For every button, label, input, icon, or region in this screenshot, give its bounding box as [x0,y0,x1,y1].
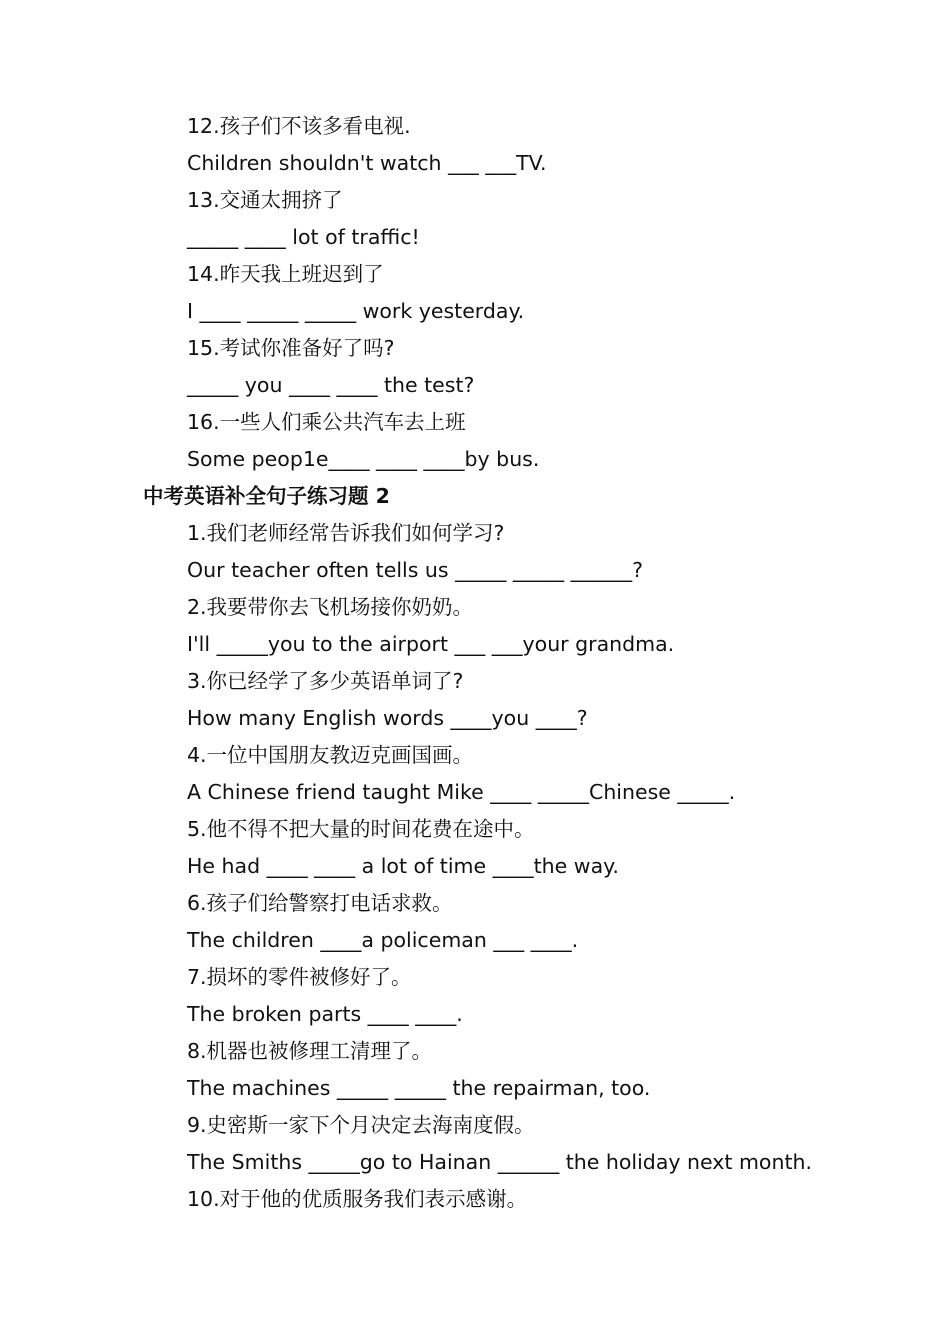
exercise-10-chinese: 10.对于他的优质服务我们表示感谢。 [187,1187,528,1211]
question-12-chinese: 12.孩子们不该多看电视. [187,114,411,138]
exercise-3-chinese: 3.你已经学了多少英语单词了? [187,669,464,693]
question-16-chinese: 16.一些人们乘公共汽车去上班 [187,410,466,434]
exercise-7-english: The broken parts ____ ____. [187,1002,463,1026]
exercise-8-chinese: 8.机器也被修理工清理了。 [187,1039,433,1063]
question-14-chinese: 14.昨天我上班迟到了 [187,262,384,286]
exercise-4-english: A Chinese friend taught Mike ____ _____Chinese _____. [187,780,736,804]
question-13-english: _____ ____ lot of traffic! [187,225,420,249]
question-15-chinese: 15.考试你准备好了吗? [187,336,395,360]
exercise-9-english: The Smiths _____go to Hainan ______ the holiday next month. [187,1150,813,1174]
section-heading: 中考英语补全句子练习题 2 [143,484,390,508]
question-13-chinese: 13.交通太拥挤了 [187,188,343,212]
exercise-9-chinese: 9.史密斯一家下个月决定去海南度假。 [187,1113,535,1137]
exercise-4-chinese: 4.一位中国朋友教迈克画国画。 [187,743,474,767]
exercise-8-english: The machines _____ _____ the repairman, too. [187,1076,651,1100]
exercise-2-english: I'll _____you to the airport ___ ___your grandma. [187,632,675,656]
exercise-6-chinese: 6.孩子们给警察打电话求救。 [187,891,453,915]
question-15-english: _____ you ____ ____ the test? [187,373,475,397]
exercise-5-chinese: 5.他不得不把大量的时间花费在途中。 [187,817,535,841]
exercise-2-chinese: 2.我要带你去飞机场接你奶奶。 [187,595,474,619]
exercise-1-chinese: 1.我们老师经常告诉我们如何学习? [187,521,505,545]
exercise-7-chinese: 7.损坏的零件被修好了。 [187,965,412,989]
question-12-english: Children shouldn't watch ___ ___TV. [187,151,547,175]
exercise-5-english: He had ____ ____ a lot of time ____the way. [187,854,619,878]
exercise-6-english: The children ____a policeman ___ ____. [187,928,579,952]
question-14-english: I ____ _____ _____ work yesterday. [187,299,525,323]
exercise-1-english: Our teacher often tells us _____ _____ ______? [187,558,644,582]
question-16-english: Some peop1e____ ____ ____by bus. [187,447,540,471]
exercise-3-english: How many English words ____you ____? [187,706,588,730]
